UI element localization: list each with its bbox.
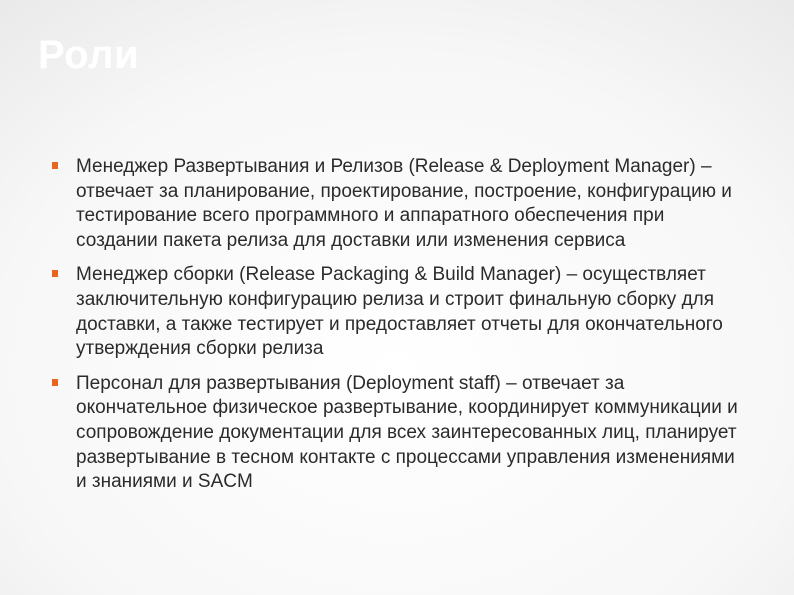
square-bullet-icon	[52, 155, 76, 179]
square-bullet-icon	[52, 372, 76, 396]
slide-title: Роли	[38, 33, 140, 77]
list-item	[52, 372, 742, 495]
bullet-text: Персонал для развертывания (Deployment staff) – отвечает за окончательное физическое развертывание, координирует коммуникации и сопровождение документации для всех заинтересованных лиц, планирует развертывание в тесном контакте с процессами управления изменениями и знаниями и SACM	[76, 372, 738, 493]
list-item	[52, 263, 742, 361]
bullet-text: Менеджер сборки (Release Packaging & Build Manager) – осуществляет заключительную конфигурацию релиза и строит финальную сборку для доставки, а также тестирует и предоставляет отчеты для окончательного утверждения сборки релиза	[76, 264, 723, 360]
list-item	[52, 155, 742, 253]
bullet-list	[52, 155, 742, 505]
bullet-text: Менеджер Развертывания и Релизов (Release & Deployment Manager) – отвечает за планирование, проектирование, построение, конфигурацию и тестирование всего программного и аппаратного обеспечения при создании пакета релиза для доставки или изменения сервиса	[76, 156, 732, 251]
square-bullet-icon	[52, 263, 76, 287]
